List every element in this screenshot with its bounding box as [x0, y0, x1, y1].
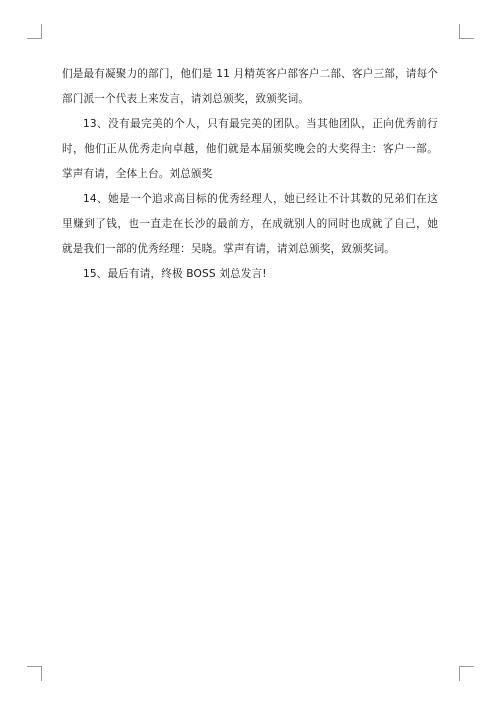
- document-body: [62, 62, 438, 287]
- crop-mark-top-left: [27, 24, 42, 39]
- paragraph-15: 15、最后有请，终极 BOSS 刘总发言!: [83, 268, 267, 280]
- paragraph-continuation: 们是最有凝聚力的部门，他们是 11 月精英客户部客户二部、客户三部，请每个部门派一个代表上来发言，请刘总颁奖，致颁奖词。: [62, 68, 438, 105]
- crop-mark-bottom-left: [27, 666, 42, 681]
- crop-mark-bottom-right: [459, 666, 474, 681]
- paragraph-13: 13、没有最完美的个人，只有最完美的团队。当其他团队，正向优秀前行时，他们正从优秀走向卓越，他们就是本届颁奖晚会的大奖得主：客户一部。掌声有请，全体上台。刘总颁奖: [62, 118, 438, 180]
- paragraph-14: 14、她是一个追求高目标的优秀经理人，她已经让不计其数的兄弟们在这里赚到了钱，也一直走在长沙的最前方，在成就别人的同时也成就了自己，她就是我们一部的优秀经理：吴晓。掌声有请，请刘总颁奖，致颁奖词。: [62, 193, 438, 255]
- crop-mark-top-right: [459, 24, 474, 39]
